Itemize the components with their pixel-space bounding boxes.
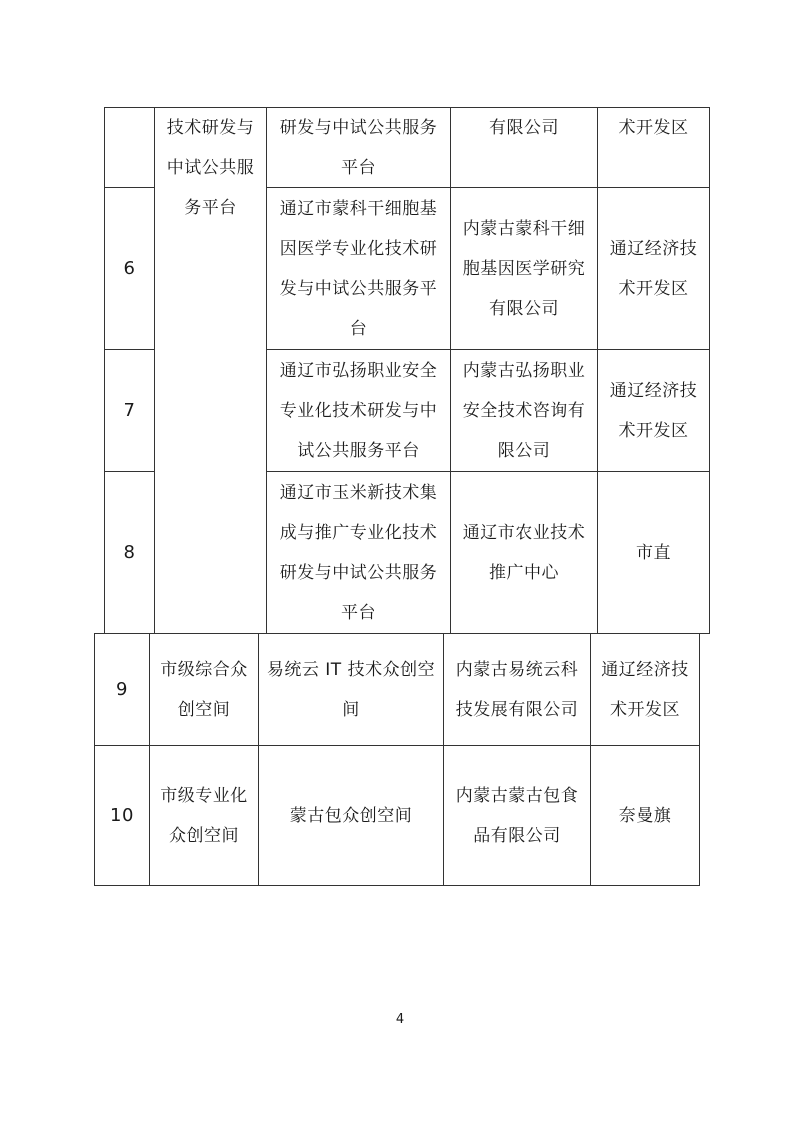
category-cell: 技术研发与 中试公共服 务平台 — [166, 118, 255, 218]
category-cell: 市级综合众 创空间 — [160, 659, 248, 720]
platform-name-cell: 易统云 IT 技术众创空 间 — [266, 659, 436, 720]
region-cell: 市直 — [636, 542, 671, 563]
region-cell: 通辽经济技 术开发区 — [609, 238, 698, 299]
table-border-bottom — [94, 885, 700, 886]
platform-name-cell: 通辽市蒙科干细胞基 因医学专业化技术研 发与中试公共服务平 台 — [279, 198, 438, 339]
company-cell: 内蒙古弘扬职业 安全技术咨询有 限公司 — [462, 360, 586, 461]
row-number: 8 — [123, 541, 136, 563]
row-number: 7 — [123, 399, 136, 421]
page-number: 4 — [395, 1012, 405, 1027]
region-cell: 奈曼旗 — [618, 805, 672, 826]
company-cell: 内蒙古蒙古包食 品有限公司 — [455, 785, 579, 846]
region-cell: 术开发区 — [618, 118, 689, 138]
company-cell: 内蒙古蒙科干细 胞基因医学研究 有限公司 — [462, 218, 586, 319]
company-cell: 通辽市农业技术 推广中心 — [462, 522, 586, 583]
row-number: 6 — [123, 257, 136, 279]
company-cell: 有限公司 — [489, 118, 559, 138]
platform-name-cell: 通辽市弘扬职业安全 专业化技术研发与中 试公共服务平台 — [279, 360, 438, 461]
category-cell: 市级专业化 众创空间 — [160, 785, 248, 846]
region-cell: 通辽经济技 术开发区 — [601, 659, 689, 720]
col-divider — [709, 107, 710, 633]
platform-name-cell: 通辽市玉米新技术集 成与推广专业化技术 研发与中试公共服务 平台 — [279, 482, 438, 623]
region-cell: 通辽经济技 术开发区 — [609, 380, 698, 441]
platform-name-cell: 蒙古包众创空间 — [289, 805, 413, 826]
row-number: 10 — [110, 804, 134, 826]
platform-name-cell: 研发与中试公共服务 平台 — [279, 117, 438, 178]
company-cell: 内蒙古易统云科 技发展有限公司 — [455, 659, 579, 720]
row-number: 9 — [116, 678, 128, 700]
col-divider — [699, 633, 700, 886]
